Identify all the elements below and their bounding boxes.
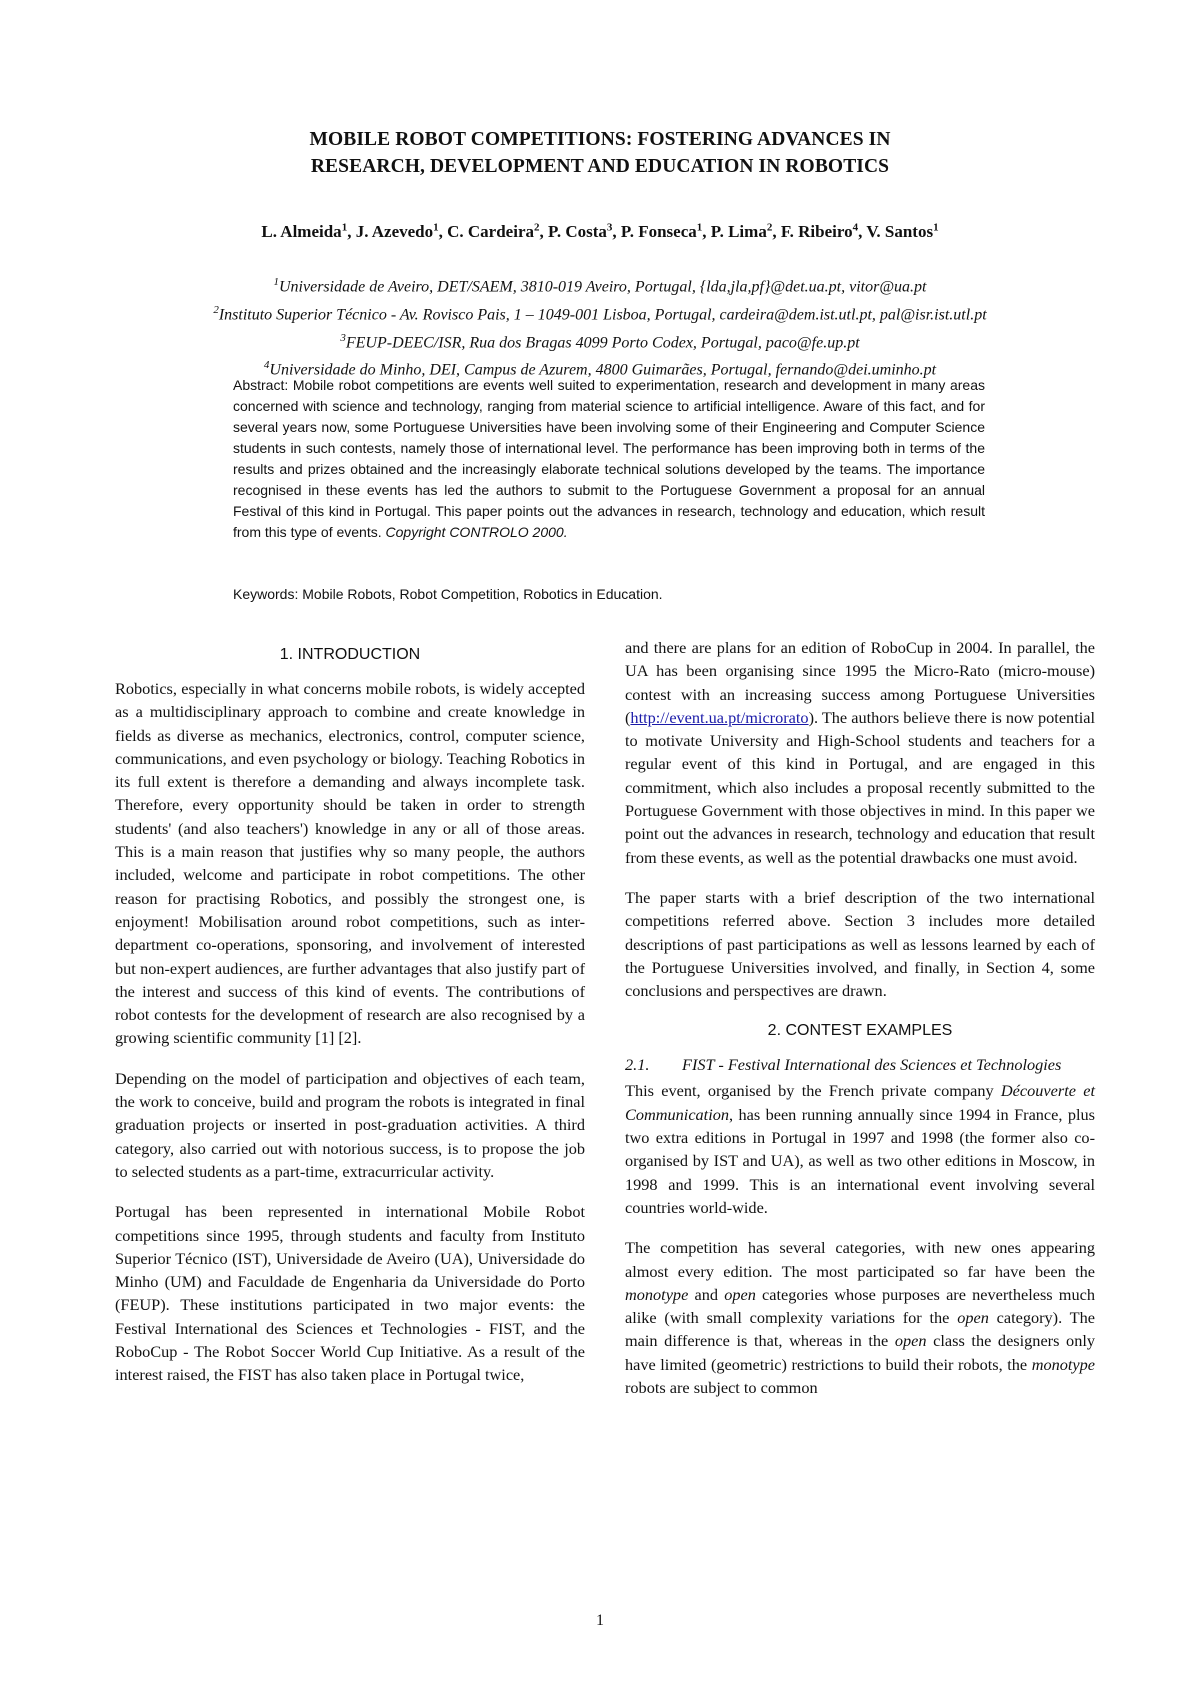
title-line-2: RESEARCH, DEVELOPMENT AND EDUCATION IN ROBOTICS xyxy=(310,156,890,177)
author: P. Lima$^2$, xyxy=(710,221,781,241)
paragraph: Depending on the model of participation and objectives of each team, the work to conceive, build and program the robots is integrated in final graduation projects or inserted in post-graduation activities. A third category, also carried out with notorious success, is to propose the job to selected students as a part-time, extracurricular activity. xyxy=(115,1068,585,1181)
affiliation: $^1$Universidade de Aveiro, DET/SAEM, 3810-019 Aveiro, Portugal, {lda,jla,pf}@det.ua.pt, vitor@ua.pt xyxy=(273,276,927,296)
paragraph: This event, organised by the French private company Découverte et Communication, has been running annually since 1994 in France, plus two extra editions in Portugal in 1997 and 1998 (the former also co-organised by IST and UA), as well as two other editions in Moscow, in 1998 and 1999. This is an international event involving several countries world-wide. xyxy=(625,1081,1095,1217)
abstract-text: Abstract: Mobile robot competitions are events well suited to experimentation, research and development in many areas concerned with science and technology, ranging from material science to artificial intelligence. Aware of this fact, and for several years now, some Portuguese Universities have been involving some of their Engineering and Computer Science students in such contests, namely those of international level. The performance has been improving both in terms of the results and prizes obtained and the increasingly elaborate technical solutions developed by the teams. The importance recognised in these events has led the authors to submit to the Portuguese Government a proposal for an annual Festival of this kind in Portugal. This paper points out the advances in research, technology and education, which result from this type of events. xyxy=(233,377,985,540)
affiliation: $^2$Instituto Superior Técnico - Av. Rovisco Pais, 1 – 1049-001 Lisboa, Portugal, cardeira@dem.ist.utl.pt, pal@isr.ist.utl.pt xyxy=(213,303,987,324)
microrato-link[interactable]: http://event.ua.pt/microrato xyxy=(630,707,809,727)
section-heading-contest-examples: 2. CONTEST EXAMPLES xyxy=(767,1022,953,1040)
paragraph: Robotics, especially in what concerns mobile robots, is widely accepted as a multidisciplinary approach to combine and create knowledge in fields as diverse as mechanics, electronics, control, computer science, communications, and even psychology or biology. Teaching Robotics in its full extent is therefore a demanding and always incomplete task. Therefore, every opportunity should be taken in order to strength students' (and also teachers') knowledge in any or all of those areas. This is a main reason that justifies why so many people, the authors included, welcome and participate in robot competitions. The other reason for practising Robotics, and possibly the strongest one, is enjoyment! Mobilisation around robot competitions, such as inter-department co-operations, sponsoring, and involvement of interested but non-expert audiences, are further advantages that also justify part of the interest and success of this kind of events. The contributions of robot contests for the development of research are also recognised by a growing scientific community [1] [2]. xyxy=(115,679,585,1048)
author-list xyxy=(100,221,1100,242)
author: V. Santos$^1$ xyxy=(866,221,939,241)
author: C. Cardeira$^2$, xyxy=(447,221,548,241)
abstract xyxy=(233,375,985,543)
subsection-number: 2.1. xyxy=(625,1055,650,1075)
paper-title xyxy=(200,126,1000,180)
author: F. Ribeiro$^4$, xyxy=(780,221,867,241)
keywords: Keywords: Mobile Robots, Robot Competition, Robotics in Education. xyxy=(233,586,663,602)
paragraph: The competition has several categories, with new ones appearing almost every edition. The most participated so far have been the monotype and open categories whose purposes are nevertheless much alike (with small complexity variations for the open category). The main difference is that, whereas in the open class the designers only have limited (geometric) restrictions to build their robots, the monotype robots are subject to common xyxy=(625,1238,1095,1398)
author: L. Almeida$^1$, xyxy=(261,221,356,241)
paragraph: Portugal has been represented in international Mobile Robot competitions since 1995, through students and faculty from Instituto Superior Técnico (IST), Universidade de Aveiro (UA), Universidade do Minho (UM) and Faculdade de Engenharia da Universidade do Porto (FEUP). These institutions participated in two major events: the Festival International des Sciences et Technologies - FIST, and the RoboCup - The Robot Soccer World Cup Initiative. As a result of the interest raised, the FIST has also taken place in Portugal twice, xyxy=(115,1202,585,1385)
right-column xyxy=(625,636,1095,1416)
abstract-copyright: Copyright CONTROLO 2000. xyxy=(385,524,568,540)
section-heading-introduction: 1. INTRODUCTION xyxy=(279,646,421,663)
title-line-1: MOBILE ROBOT COMPETITIONS: FOSTERING ADVANCES IN xyxy=(309,129,891,150)
affiliation: $^4$Universidade do Minho, DEI, Campus de Azurem, 4800 Guimarães, Portugal, fernando@dei.uminho.pt xyxy=(263,359,937,379)
paragraph: and there are plans for an edition of RoboCup in 2004. In parallel, the UA has been organising since 1995 the Micro-Rato (micro-mouse) contest with an increasing success among Portuguese Universities (http://event.ua.pt/microrato). The authors believe there is now potential to motivate University and High-School students and teachers for a regular event of this kind in Portugal, and are engaged in this commitment, which also includes a proposal recently submitted to the Portuguese Government with those objectives in mind. In this paper we point out the advances in research, technology and education that result from these events, as well as the potential drawbacks one must avoid. xyxy=(625,638,1095,867)
subsection-heading-fist xyxy=(625,1053,1095,1076)
paragraph: The paper starts with a brief description of the two international competitions referred above. Section 3 includes more detailed descriptions of past participations as well as lessons learned by each of the Portuguese Universities involved, and finally, in Section 4, some conclusions and perspectives are drawn. xyxy=(625,887,1095,1001)
author: J. Azevedo$^1$, xyxy=(355,221,448,241)
left-column xyxy=(115,636,585,1404)
page-number: 1 xyxy=(596,1612,604,1629)
affiliations xyxy=(80,271,1120,382)
author: P. Fonseca$^1$, xyxy=(620,221,711,241)
subsection-title: FIST - Festival International des Sciences et Technologies xyxy=(682,1055,1062,1075)
author: P. Costa$^3$, xyxy=(548,221,621,241)
affiliation: $^3$FEUP-DEEC/ISR, Rua dos Bragas 4099 Porto Codex, Portugal, paco@fe.up.pt xyxy=(340,331,860,351)
